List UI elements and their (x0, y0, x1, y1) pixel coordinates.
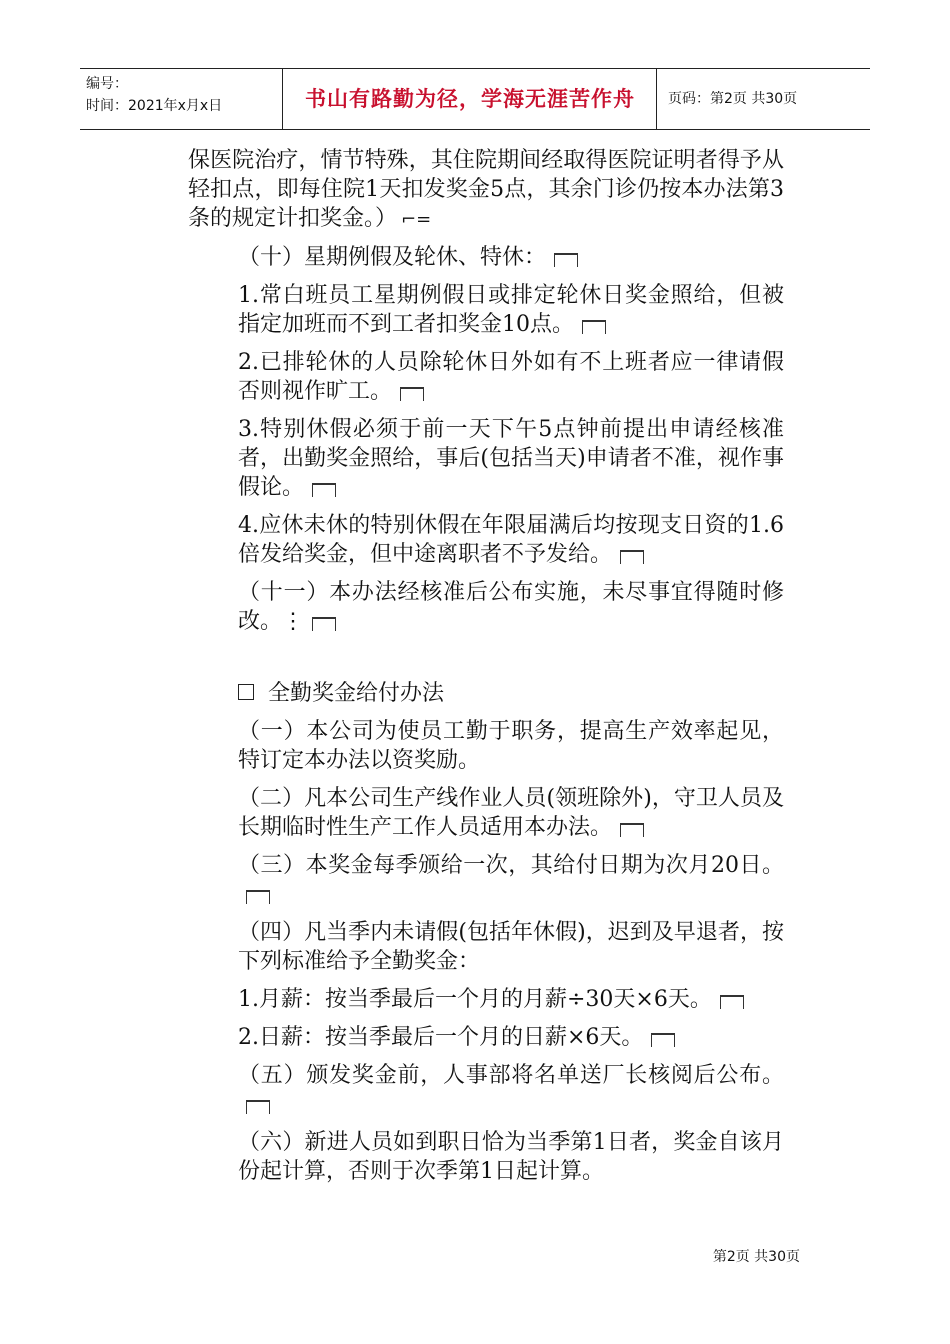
header-divider (656, 69, 657, 129)
paragraph: （三）本奖金每季颁给一次，其给付日期为次月20日。 (188, 851, 784, 909)
paragraph: （二）凡本公司生产线作业人员(领班除外)，守卫人员及长期临时性生产工作人员适用本办法。 (238, 786, 784, 840)
page-header (80, 68, 870, 130)
paragraph-mark-icon (400, 387, 424, 401)
paragraph: （一）本公司为使员工勤于职务，提高生产效率起见，特订定本办法以资奖励。 (238, 719, 784, 773)
section-gap (188, 645, 784, 679)
paragraph: 1.月薪：按当季最后一个月的月薪÷30天×6天。 (188, 985, 784, 1014)
paragraph: 2.已排轮休的人员除轮休日外如有不上班者应一律请假否则视作旷工。 (238, 350, 784, 404)
paragraph: （十一）本办法经核准后公布实施，未尽事宜得随时修改。⋮ (238, 580, 784, 634)
paragraph-mark-icon (246, 890, 270, 904)
header-page-info: 页码：第2页 共30页 (668, 91, 798, 107)
paragraph: （四）凡当季内未请假(包括年休假)，迟到及早退者，按下列标准给予全勤奖金： (238, 920, 784, 974)
paragraph: 3.特别休假必须于前一天下午5点钟前提出申请经核准者，出勤奖金照给，事后(包括当天)申请者不准，视作事假论。 (238, 417, 784, 500)
header-meta (86, 73, 282, 117)
header-motto: 书山有路勤为径，学海无涯苦作舟 (305, 87, 635, 111)
section-title: 全勤奖金给付办法 (188, 679, 784, 708)
header-divider (282, 69, 283, 129)
document-number-label: 编号： (86, 76, 128, 92)
paragraph: （五）颁发奖金前，人事部将名单送厂长核阅后公布。 (188, 1061, 784, 1119)
return-mark-icon: ⌐= (401, 209, 432, 230)
paragraph-mark-icon (620, 550, 644, 564)
paragraph-mark-icon (312, 617, 336, 631)
paragraph: 4.应休未休的特别休假在年限届满后均按现支日资的1.6倍发给奖金，但中途离职者不予发给。 (238, 513, 784, 567)
paragraph: 2.日薪：按当季最后一个月的日薪×6天。 (188, 1023, 784, 1052)
paragraph-mark-icon (582, 320, 606, 334)
paragraph: （十）星期例假及轮休、特休： (188, 243, 784, 272)
paragraph-mark-icon (312, 483, 336, 497)
document-date: 时间：2021年x月x日 (86, 98, 223, 114)
paragraph-mark-icon (720, 995, 744, 1009)
paragraph-mark-icon (651, 1033, 675, 1047)
paragraph-mark-icon (554, 253, 578, 267)
paragraph: （六）新进人员如到职日恰为当季第1日者，奖金自该月份起计算，否则于次季第1日起计算。 (238, 1130, 784, 1184)
paragraph: 1.常白班员工星期例假日或排定轮休日奖金照给，但被指定加班而不到工者扣奖金10点。 (238, 283, 784, 337)
checkbox-icon (238, 684, 254, 700)
paragraph-mark-icon (246, 1100, 270, 1114)
paragraph: 保医院治疗，情节特殊，其住院期间经取得医院证明者得予从轻扣点，即每住院1天扣发奖金5点，其余门诊仍按本办法第3条的规定计扣奖金。） ⌐= (188, 146, 784, 234)
document-body (188, 146, 784, 1195)
page-footer: 第2页 共30页 (712, 1249, 800, 1265)
paragraph-mark-icon (620, 823, 644, 837)
